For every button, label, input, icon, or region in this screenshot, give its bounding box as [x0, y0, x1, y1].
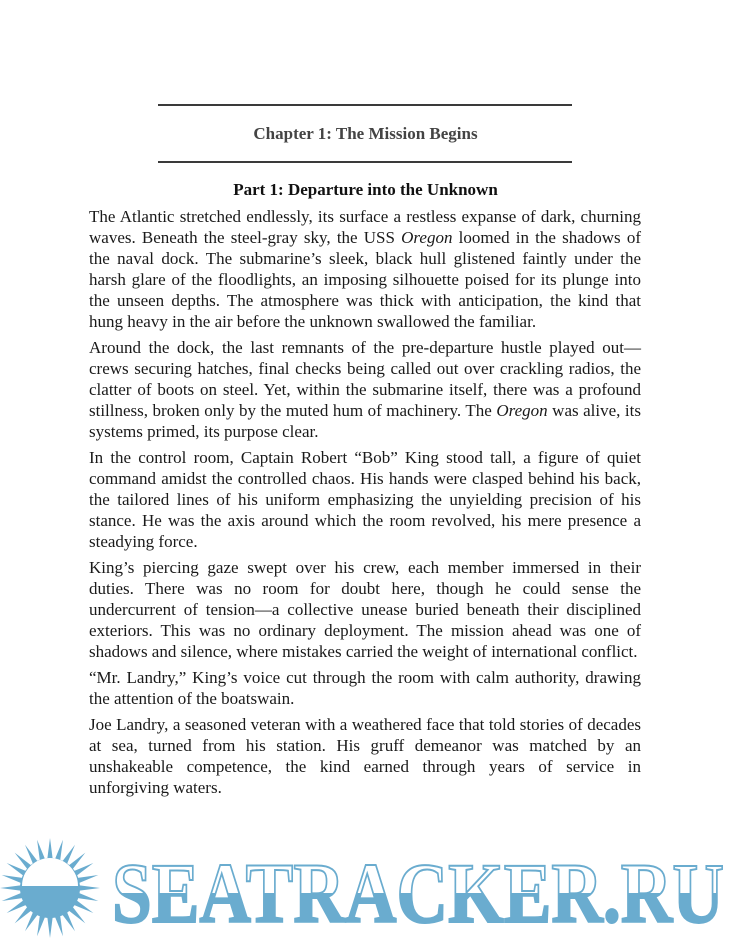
seatracker-watermark-logo — [0, 838, 731, 944]
ship-name: Oregon — [401, 228, 453, 247]
text: loomed in the shadows of the naval dock. The submarine’s sleek, black hull glistened faintly under the harsh glare of the floodlights, an imposing silhouette poised for its plunge into the unseen depths. The atmosphere was thick with anticipation, the kind that hung heavy in the air before the unknown swallowed the familiar. — [89, 228, 642, 331]
paragraph-1 — [89, 206, 641, 332]
paragraph-2 — [89, 337, 641, 442]
sun-icon — [0, 838, 100, 938]
paragraph-4: King’s piercing gaze swept over his crew, each member immersed in their duties. There was no room for doubt here, though he could sense the undercurrent of tension—a collective unease buried beneath their disciplined exteriors. This was no ordinary deployment. The mission ahead was one of shadows and silence, where mistakes carried the weight of international conflict. — [89, 558, 641, 661]
ship-name: Oregon — [496, 401, 548, 420]
text: The Atlantic stretched endlessly, its surface a restless expanse of dark, churning waves. Beneath the steel-gray sky, the USS — [89, 207, 641, 247]
part-title: Part 1: Departure into the Unknown — [233, 180, 498, 199]
chapter-body — [89, 206, 641, 803]
text: Around the dock, the last remnants of the pre-departure hustle played out—crews securing hatches, final checks being called out over crackling radios, the clatter of boots on steel. Yet, within the submarine itself, there was a profound stillness, broken only by the muted hum of machinery. The — [89, 338, 641, 420]
chapter-rule-top — [158, 104, 572, 106]
chapter-title: Chapter 1: The Mission Begins — [253, 124, 478, 143]
chapter-rule-bottom — [158, 161, 572, 163]
watermark-text: SEATRACKER.RU — [112, 845, 724, 941]
paragraph-6: Joe Landry, a seasoned veteran with a weathered face that told stories of decades at sea, turned from his station. His gruff demeanor was matched by an unshakeable competence, the kind earned through years of service in unforgiving waters. — [89, 715, 641, 797]
paragraph-5: “Mr. Landry,” King’s voice cut through the room with calm authority, drawing the attention of the boatswain. — [89, 668, 641, 708]
text: was alive, its systems primed, its purpose clear. — [89, 401, 641, 441]
paragraph-3: In the control room, Captain Robert “Bob” King stood tall, a figure of quiet command amidst the controlled chaos. His hands were clasped behind his back, the tailored lines of his uniform emphasizing the unyielding precision of his stance. He was the axis around which the room revolved, his mere presence a steadying force. — [89, 448, 641, 551]
